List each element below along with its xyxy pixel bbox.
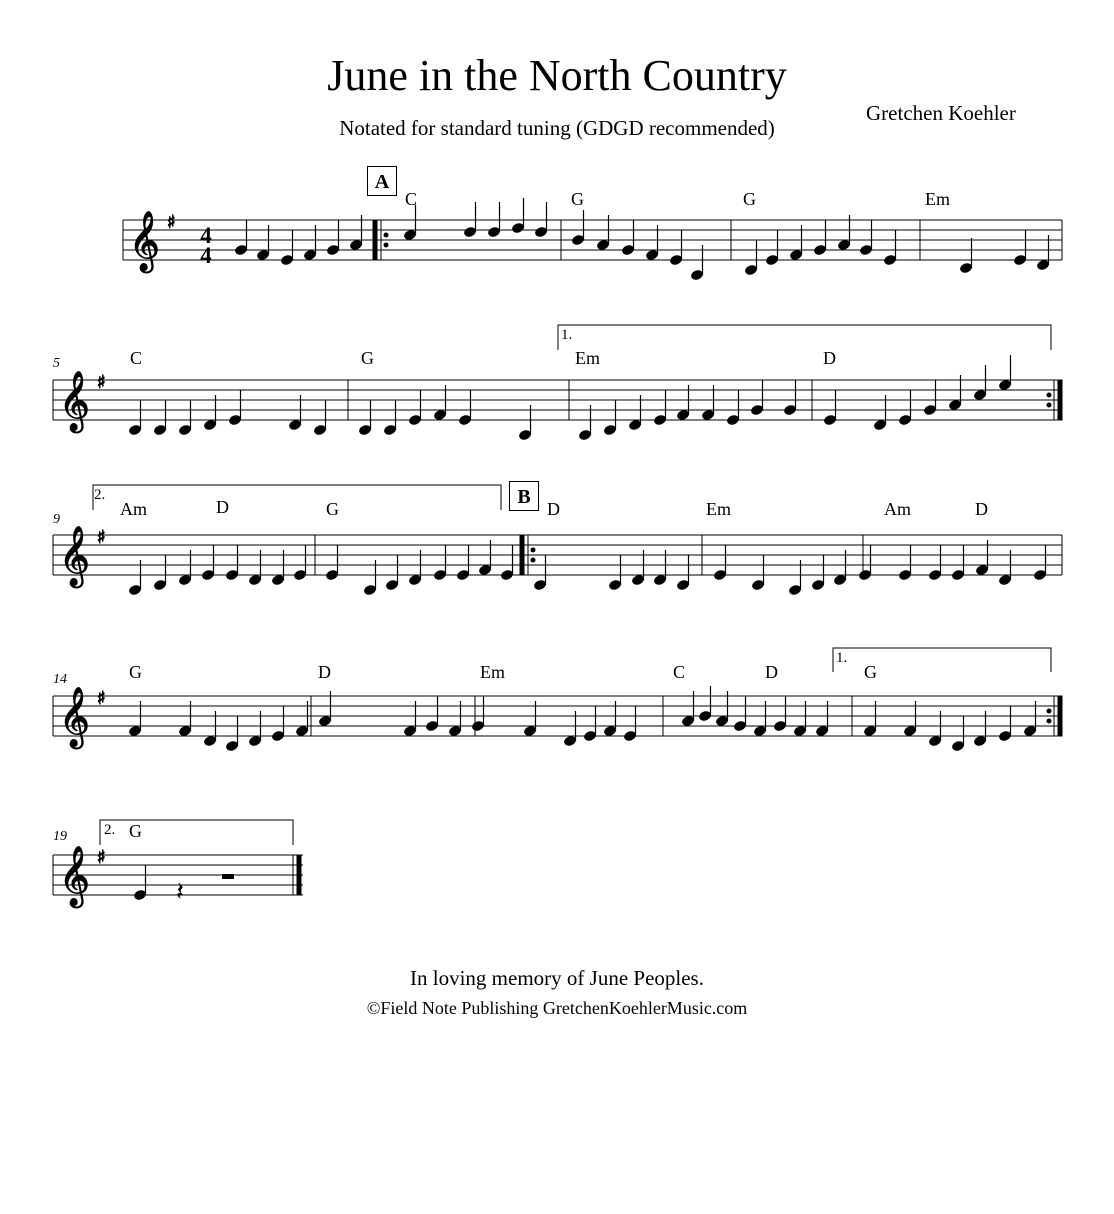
volta-label: 1. <box>561 327 573 343</box>
volta-label: 1. <box>836 650 848 666</box>
measure-number: 5 <box>53 356 60 371</box>
volta-label: 2. <box>104 822 116 838</box>
repeat-dot <box>1047 709 1051 713</box>
chord-symbol: G <box>326 499 339 519</box>
treble-clef-icon: 𝄞 <box>59 371 90 431</box>
chord-symbol: Em <box>480 662 505 682</box>
final-barline <box>297 855 301 895</box>
chord-symbol: D <box>975 499 988 519</box>
chord-symbol: Am <box>884 499 911 519</box>
treble-clef-icon: 𝄞 <box>59 687 90 747</box>
treble-clef-icon: 𝄞 <box>59 526 90 586</box>
repeat-barline <box>520 535 524 575</box>
chord-symbol: Em <box>706 499 731 519</box>
rehearsal-mark-b: B <box>509 481 539 511</box>
sharp-icon: ♯ <box>97 372 106 393</box>
measure-number: 9 <box>53 512 60 527</box>
repeat-dot <box>384 243 388 247</box>
repeat-dot <box>1047 719 1051 723</box>
chord-symbol: G <box>743 189 756 209</box>
chord-symbol: G <box>571 189 584 209</box>
repeat-dot <box>531 548 535 552</box>
quarter-rest-icon: 𝄽 <box>176 877 184 907</box>
subtitle: Notated for standard tuning (GDGD recommended) <box>339 116 775 140</box>
treble-clef-icon: 𝄞 <box>59 846 90 906</box>
chord-symbol: D <box>823 348 836 368</box>
time-signature-numerator: 4 <box>200 223 212 248</box>
chord-symbol: C <box>405 189 418 209</box>
chord-symbol: D <box>547 499 560 519</box>
repeat-barline <box>1058 696 1062 736</box>
measure-number: 19 <box>53 829 67 844</box>
dedication: In loving memory of June Peoples. <box>410 966 704 990</box>
repeat-barline <box>1058 380 1062 420</box>
chord-symbol: G <box>864 662 877 682</box>
chord-symbol: Am <box>120 499 147 519</box>
treble-clef-icon: 𝄞 <box>129 211 160 271</box>
measure-number: 14 <box>53 672 67 687</box>
sharp-icon: ♯ <box>97 847 106 868</box>
sharp-icon: ♯ <box>97 688 106 709</box>
copyright: ©Field Note Publishing GretchenKoehlerMusic.com <box>366 998 748 1018</box>
repeat-barline <box>373 220 377 260</box>
time-signature <box>196 223 216 268</box>
chord-symbol: D <box>765 662 778 682</box>
volta-label: 2. <box>94 487 106 503</box>
volta-bracket <box>93 485 501 510</box>
time-signature-denominator: 4 <box>200 243 212 268</box>
composer: Gretchen Koehler <box>866 101 1016 125</box>
notes <box>128 198 1050 907</box>
page-title: June in the North Country <box>327 51 787 100</box>
repeat-dot <box>531 558 535 562</box>
chord-symbol: G <box>129 821 142 841</box>
chord-symbol: Em <box>925 189 950 209</box>
chord-symbol: D <box>318 662 331 682</box>
repeat-dot <box>384 233 388 237</box>
chord-symbol: D <box>216 497 229 517</box>
repeat-dot <box>1047 403 1051 407</box>
sharp-icon: ♯ <box>97 527 106 548</box>
sharp-icon: ♯ <box>167 212 176 233</box>
chord-symbol: C <box>130 348 143 368</box>
repeat-dot <box>1047 393 1051 397</box>
volta-bracket <box>558 325 1051 350</box>
chord-symbol: Em <box>575 348 600 368</box>
rehearsal-mark-a: A <box>367 166 397 196</box>
chord-symbol: G <box>361 348 374 368</box>
chord-symbol: G <box>129 662 142 682</box>
half-rest <box>222 874 234 879</box>
chord-symbol: C <box>673 662 686 682</box>
